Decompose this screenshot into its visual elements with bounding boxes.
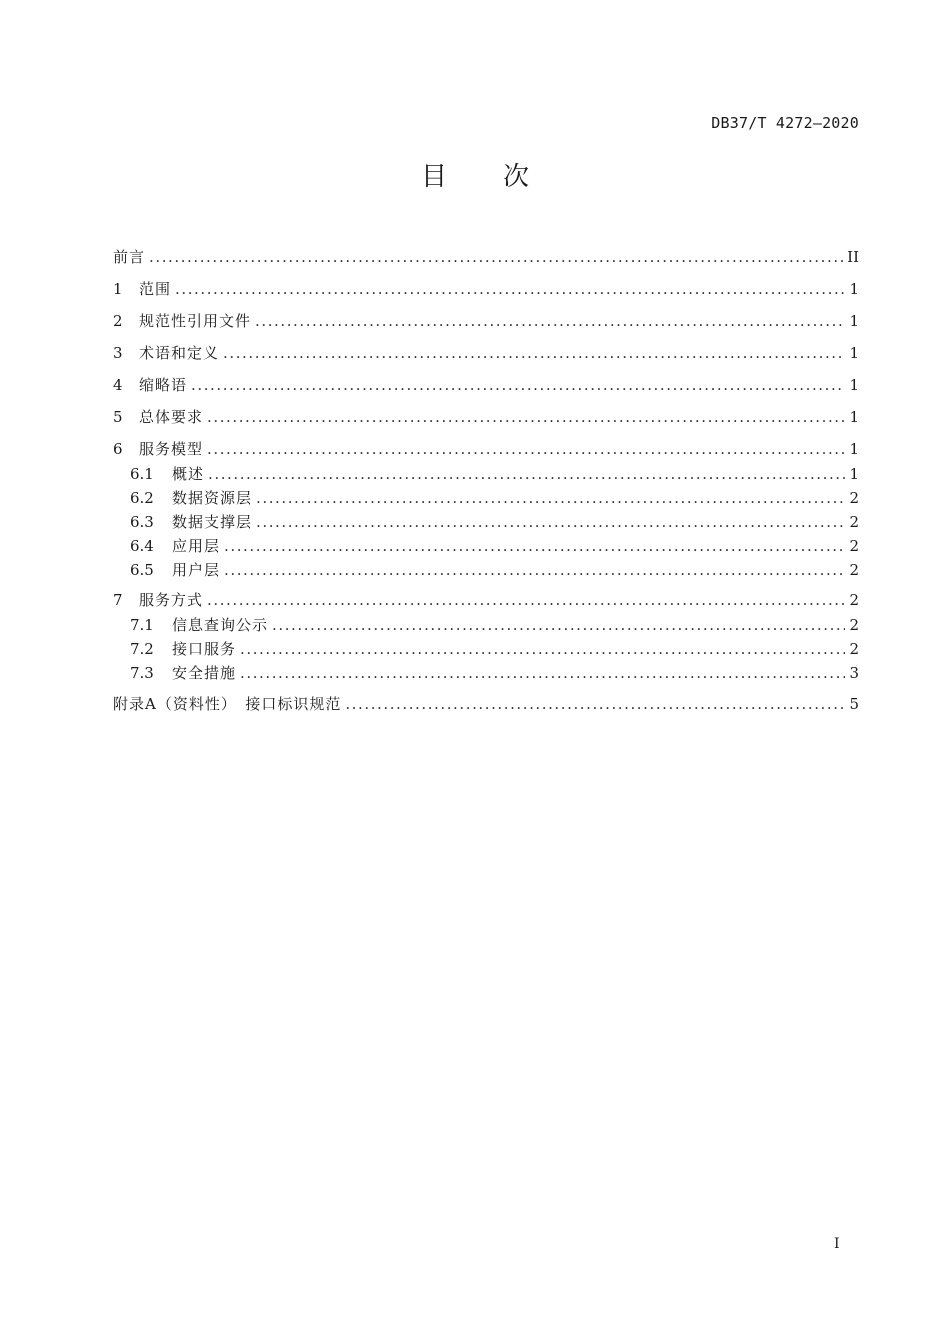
toc-leader-dots [207,408,845,426]
toc-entry-label: 服务方式 [139,591,204,609]
toc-entry-page: 2 [849,561,859,579]
toc-entry-7-2[interactable] [130,638,859,660]
toc-title: 目次 [420,162,585,192]
toc-entry-page: 1 [849,280,859,298]
toc-entry-number: 3 [113,344,123,362]
toc-entry-3[interactable] [113,342,859,364]
toc-entry-6-3[interactable] [130,511,859,533]
toc-leader-dots [175,280,845,298]
toc-entry-label: 范围 [139,280,172,298]
toc-entry-page: 2 [849,616,859,634]
toc-entry-appendix-a[interactable] [113,693,859,715]
toc-entry-page: 3 [849,664,859,682]
toc-entry-page: 2 [849,489,859,507]
toc-entry-label: 术语和定义 [139,344,220,362]
toc-entry-page: 2 [849,513,859,531]
toc-entry-number: 6.4 [130,537,154,555]
toc-entry-number: 6.1 [130,465,154,483]
toc-entry-5[interactable] [113,406,859,428]
toc-entry-number: 6.5 [130,561,154,579]
toc-entry-6[interactable] [113,438,859,460]
toc-entry-page: 5 [849,695,859,713]
toc-leader-dots [240,664,845,682]
toc-entry-foreword[interactable] [113,246,859,268]
toc-entry-page: 2 [849,640,859,658]
toc-entry-label: 概述 [172,465,205,483]
toc-entry-number: 7.3 [130,664,154,682]
toc-entry-page: 1 [849,408,859,426]
toc-entry-6-1[interactable] [130,463,859,485]
toc-entry-4[interactable] [113,374,859,396]
toc-entry-page: 1 [849,376,859,394]
toc-entry-number: 4 [113,376,123,394]
toc-entry-label: 接口服务 [172,640,237,658]
toc-leader-dots [224,561,845,579]
toc-entry-label: 附录A（资料性） 接口标识规范 [113,695,342,713]
toc-entry-label: 用户层 [172,561,221,579]
toc-entry-number: 6.2 [130,489,154,507]
toc-entry-label: 缩略语 [139,376,188,394]
toc-leader-dots [207,440,845,458]
toc-entry-6-4[interactable] [130,535,859,557]
toc-entry-number: 1 [113,280,123,298]
toc-leader-dots [255,312,845,330]
toc-entry-page: 1 [849,465,859,483]
toc-entry-7[interactable] [113,589,859,611]
toc-leader-dots [207,591,845,609]
toc-entry-number: 2 [113,312,123,330]
toc-leader-dots [240,640,845,658]
toc-entry-label: 数据资源层 [172,489,253,507]
toc-entry-label: 前言 [113,248,146,266]
toc-entry-label: 总体要求 [139,408,204,426]
toc-entry-2[interactable] [113,310,859,332]
toc-leader-dots [345,695,845,713]
toc-leader-dots [191,376,845,394]
toc-entry-label: 规范性引用文件 [139,312,252,330]
toc-entry-6-5[interactable] [130,559,859,581]
toc-entry-number: 6 [113,440,123,458]
toc-entry-number: 7.1 [130,616,154,634]
toc-leader-dots [256,489,845,507]
toc-entry-7-3[interactable] [130,662,859,684]
toc-leader-dots [272,616,845,634]
toc-leader-dots [208,465,845,483]
toc-entry-page: 2 [849,591,859,609]
document-code: DB37/T 4272—2020 [711,114,859,132]
toc-entry-number: 7.2 [130,640,154,658]
toc-entry-label: 应用层 [172,537,221,555]
toc-leader-dots [223,344,845,362]
toc-entry-page: 1 [849,440,859,458]
toc-entry-label: 数据支撑层 [172,513,253,531]
toc-leader-dots [256,513,845,531]
toc-entry-number: 7 [113,591,123,609]
toc-entry-1[interactable] [113,278,859,300]
toc-leader-dots [224,537,845,555]
toc-entry-label: 信息查询公示 [172,616,269,634]
toc-entry-label: 服务模型 [139,440,204,458]
toc-leader-dots [149,248,843,266]
toc-entry-page: 1 [849,312,859,330]
toc-entry-number: 6.3 [130,513,154,531]
toc-entry-page: II [847,248,859,266]
toc-entry-number: 5 [113,408,123,426]
page-number: I [834,1236,840,1252]
toc-entry-page: 2 [849,537,859,555]
toc-entry-7-1[interactable] [130,614,859,636]
toc-entry-6-2[interactable] [130,487,859,509]
toc-entry-label: 安全措施 [172,664,237,682]
toc-entry-page: 1 [849,344,859,362]
